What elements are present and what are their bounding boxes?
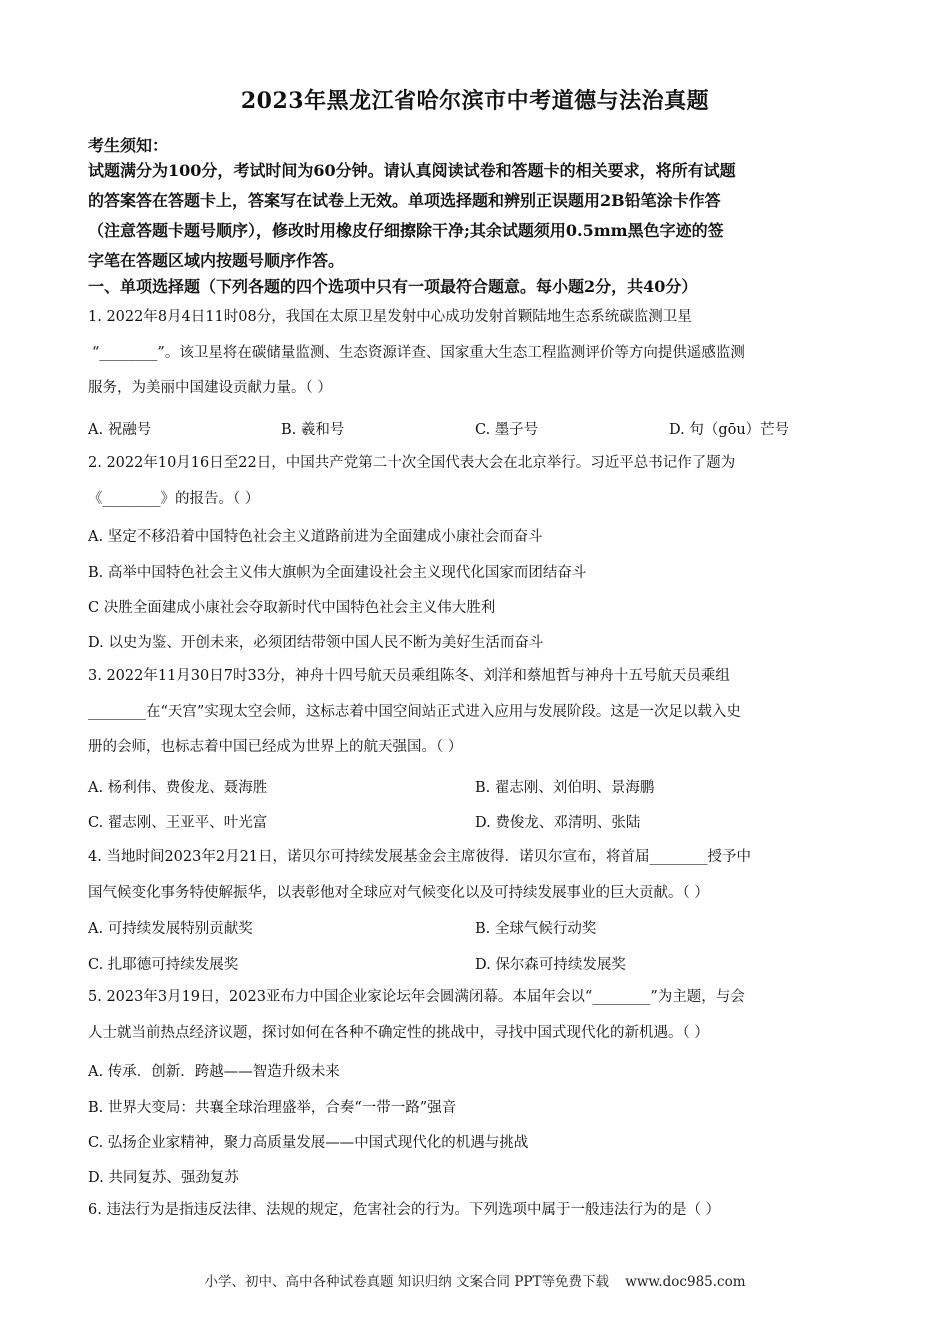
question-stem-line: “________”。该卫星将在碳储量监测、生态资源详查、国家重大生态工程监测评价等方向提供遥感监测 [92,344,745,361]
footer-link[interactable]: www.doc985.com [625,1274,746,1290]
option-b: B. 世界大变局：共襄全球治理盛举，合奏“一带一路”强音 [88,1100,457,1116]
question-stem-line: 册的会师，也标志着中国已经成为世界上的航天强国。（ ） [88,739,463,755]
page-footer [0,1270,950,1290]
option-c: C. 扎耶德可持续发展奖 [88,957,239,973]
option-d: D. 以史为鉴、开创未来，必须团结带领中国人民不断为美好生活而奋斗 [88,635,544,651]
question-stem-line: 2. 2022年10月16日至22日，中国共产党第二十次全国代表大会在北京举行。习近平总书记作了题为 [88,455,736,471]
notice-line: （注意答题卡题号顺序），修改时用橡皮仔细擦除干净;其余试题须用0.5mm黑色字迹的签 [88,221,724,240]
page-title: 2023年黑龙江省哈尔滨市中考道德与法治真题 [240,88,710,114]
option-c: C. 翟志刚、王亚平、叶光富 [88,815,268,831]
question-stem-line: 人士就当前热点经济议题，探讨如何在各种不确定性的挑战中，寻找中国式现代化的新机遇。（ ） [88,1024,709,1041]
option-b: B. 翟志刚、刘伯明、景海鹏 [475,780,655,796]
question-stem-line: 6. 违法行为是指违反法律、法规的规定，危害社会的行为。下列选项中属于一般违法行为的是（ ） [88,1202,721,1218]
question-1 [88,300,860,407]
question-5 [88,980,860,1051]
question-stem-line: 国气候变化事务特使解振华，以表彰他对全球应对气候变化以及可持续发展事业的巨大贡献。（ ） [88,884,709,901]
option-c: C. 弘扬企业家精神，聚力高质量发展——中国式现代化的机遇与挑战 [88,1135,529,1151]
notice-body [88,156,860,276]
option-d: D. 费俊龙、邓清明、张陆 [475,815,641,831]
notice-line: 字笔在答题区域内按题号顺序作答。 [88,251,345,270]
section-title: 一、单项选择题（下列各题的四个选项中只有一项最符合题意。每小题2分，共40分） [88,277,698,296]
question-6 [88,1193,860,1229]
option-d: D. 保尔森可持续发展奖 [475,957,626,973]
notice-line: 的答案答在答题卡上，答案写在试卷上无效。单项选择题和辨别正误题用2B铅笔涂卡作答 [88,191,721,210]
option-b: B. 高举中国特色社会主义伟大旗帜为全面建设社会主义现代化国家而团结奋斗 [88,565,587,581]
question-2 [88,446,860,517]
question-stem-line: ________在“天宫”实现太空会师，这标志着中国空间站正式进入应用与发展阶段。这是一次足以载入史 [88,703,741,720]
option-d: D. 句（gōu）芒号 [669,422,790,438]
option-c: C. 墨子号 [475,422,539,438]
option-a: A. 传承．创新．跨越——智造升级未来 [88,1064,340,1080]
footer-text: 小学、初中、高中各种试卷真题 知识归纳 文案合同 PPT等免费下载 [204,1274,609,1290]
question-stem-line: 4. 当地时间2023年2月21日，诺贝尔可持续发展基金会主席彼得．诺贝尔宣布，将首届________授予中 [88,849,752,865]
notice-heading: 考生须知： [88,136,169,155]
option-a: A. 坚定不移沿着中国特色社会主义道路前进为全面建成小康社会而奋斗 [88,529,543,545]
option-b: B. 羲和号 [281,422,345,438]
option-c: C 决胜全面建成小康社会夺取新时代中国特色社会主义伟大胜利 [88,600,496,616]
notice-line: 试题满分为100分，考试时间为60分钟。请认真阅读试卷和答题卡的相关要求，将所有试题 [88,161,736,180]
question-stem-line: 3. 2022年11月30日7时33分，神舟十四号航天员乘组陈冬、刘洋和蔡旭哲与神舟十五号航天员乘组 [88,668,730,684]
question-stem-line: 《________》的报告。（ ） [88,490,260,507]
question-3 [88,659,860,766]
option-b: B. 全球气候行动奖 [475,921,597,937]
option-d: D. 共同复苏、强劲复苏 [88,1170,239,1186]
question-stem-line: 服务，为美丽中国建设贡献力量。（ ） [88,380,332,396]
question-4 [88,840,860,911]
option-a: A. 祝融号 [88,422,152,438]
option-a: A. 杨利伟、费俊龙、聂海胜 [88,780,268,796]
question-stem-line: 5. 2023年3月19日，2023亚布力中国企业家论坛年会圆满闭幕。本届年会以“________”为主题，与会 [88,989,745,1005]
question-stem-line: 1. 2022年8月4日11时08分，我国在太原卫星发射中心成功发射首颗陆地生态系统碳监测卫星 [88,309,692,325]
option-a: A. 可持续发展特别贡献奖 [88,921,253,937]
